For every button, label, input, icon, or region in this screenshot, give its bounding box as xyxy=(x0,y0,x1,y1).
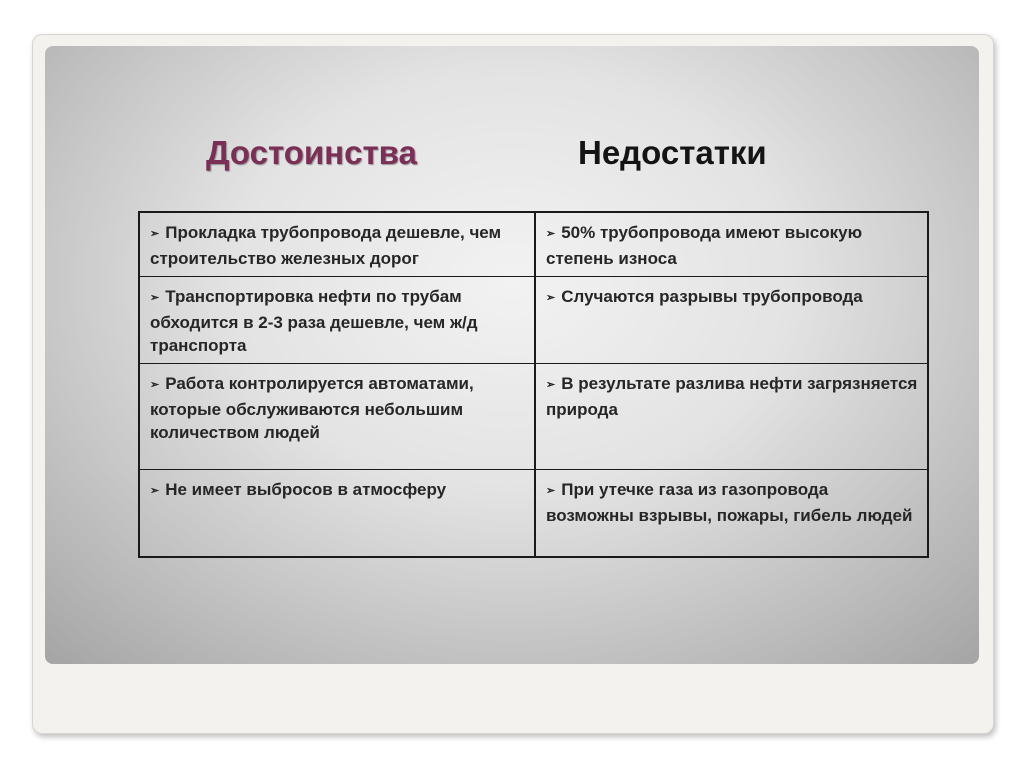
advantage-text: Не имеет выбросов в атмосферу xyxy=(165,480,447,499)
disadvantage-text: В результате разлива нефти загрязняется природа xyxy=(546,374,918,419)
arrow-bullet-icon: ➢ xyxy=(150,292,160,304)
table-row xyxy=(139,212,928,277)
comparison-table xyxy=(138,211,929,558)
disadvantage-cell xyxy=(535,277,928,364)
advantage-text: Транспортировка нефти по трубам обходится в 2-3 раза дешевле, чем ж/д транспорта xyxy=(150,287,478,355)
disadvantage-cell xyxy=(535,364,928,470)
table-row xyxy=(139,364,928,470)
advantage-cell xyxy=(139,470,535,557)
disadvantage-cell xyxy=(535,470,928,557)
disadvantage-text: При утечке газа из газопровода возможны взрывы, пожары, гибель людей xyxy=(546,480,913,525)
advantage-cell xyxy=(139,364,535,470)
arrow-bullet-icon: ➢ xyxy=(546,379,556,391)
advantages-heading: Достоинства xyxy=(206,134,417,171)
disadvantage-text: Случаются разрывы трубопровода xyxy=(561,287,863,306)
arrow-bullet-icon: ➢ xyxy=(546,292,556,304)
arrow-bullet-icon: ➢ xyxy=(150,485,160,497)
arrow-bullet-icon: ➢ xyxy=(150,379,160,391)
arrow-bullet-icon: ➢ xyxy=(546,228,556,240)
table-row xyxy=(139,277,928,364)
advantage-text: Работа контролируется автоматами, которые обслуживаются небольшим количеством людей xyxy=(150,374,474,442)
table-row xyxy=(139,470,928,557)
advantage-cell xyxy=(139,277,535,364)
arrow-bullet-icon: ➢ xyxy=(150,228,160,240)
disadvantages-heading: Недостатки xyxy=(578,134,767,171)
advantage-cell xyxy=(139,212,535,277)
disadvantage-cell xyxy=(535,212,928,277)
arrow-bullet-icon: ➢ xyxy=(546,485,556,497)
disadvantage-text: 50% трубопровода имеют высокую степень износа xyxy=(546,223,863,268)
advantage-text: Прокладка трубопровода дешевле, чем строительство железных дорог xyxy=(150,223,502,268)
